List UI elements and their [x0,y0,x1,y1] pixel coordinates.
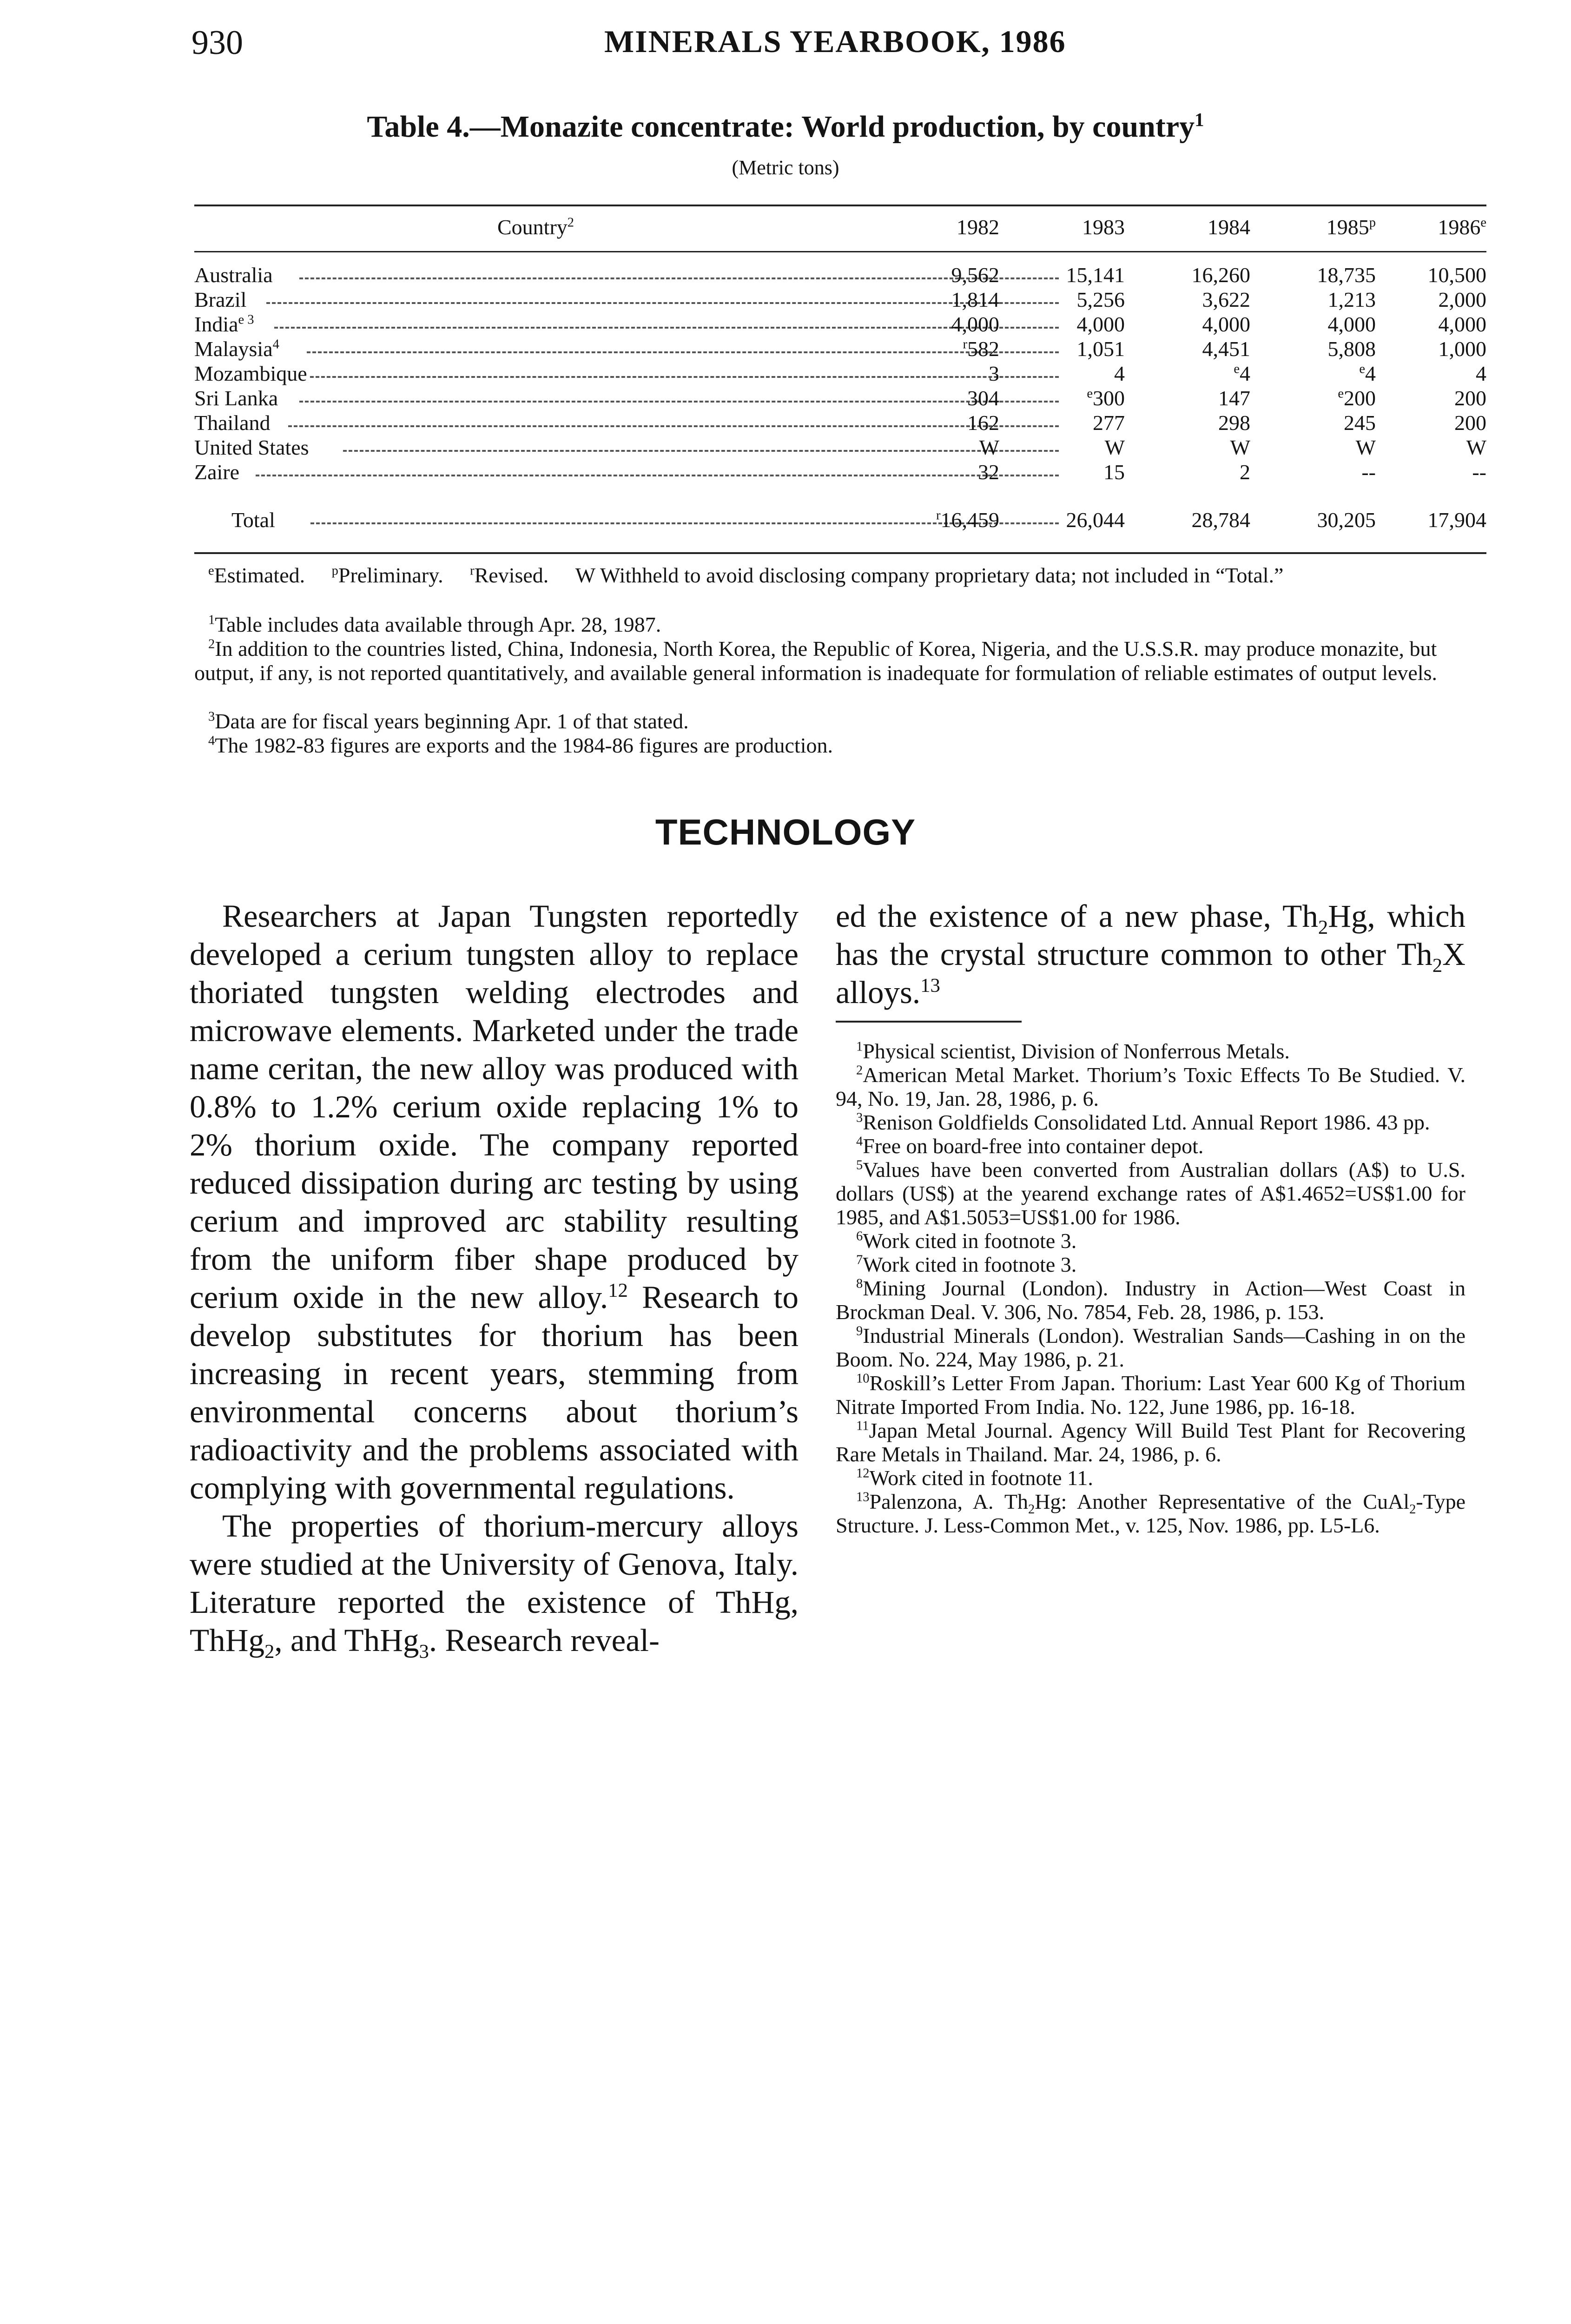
legend-w-text: W Withheld to avoid disclosing company proprietary data; not included in “Total.” [575,563,1284,587]
footnote-5 [836,1158,1465,1229]
footnote-text: Values have been converted from Australian dollars (A$) to U.S. dollars (US$) at the yearend exchange rates of A$1.4652=US$1.00 for 1985, and A$1.5053=US$1.00 for 1986. [836,1158,1465,1229]
footnote-1 [836,1039,1465,1063]
cell-r1-0 [892,287,999,312]
year-header-1986 [1380,215,1486,239]
cell-r4-0 [892,361,999,386]
footnote-mark: 2 [856,1063,863,1078]
cell-value: 3 [989,362,999,385]
footnote-4 [836,1134,1465,1158]
footnotes [836,1039,1465,1537]
cell-value: 4,000 [1076,312,1125,336]
para2-ref: 13 [920,975,940,997]
note-text: Table includes data available through Apr. 28, 1987. [215,613,661,636]
total-row [194,508,1486,533]
note-mark: 2 [208,637,215,652]
footnote-mark: 12 [856,1466,870,1481]
cell-value: 2,000 [1438,288,1486,311]
footnote-2 [836,1063,1465,1110]
note-mark: 1 [208,613,215,627]
body-column-left [190,897,799,1659]
legend-r-mark: r [470,563,475,578]
cell-r0-0 [892,263,999,288]
cell-value: 147 [1218,386,1250,410]
year-header-1982 [892,215,999,239]
footnote-text: Industrial Minerals (London). Westralian Sands—Cashing in on the Boom. No. 224, May 1986, p. 21. [836,1324,1465,1371]
cell-r8-4 [1380,460,1486,485]
para2-sub2: 3 [419,1640,429,1659]
country-text: Malaysia [194,337,273,361]
cell-r4-2 [1143,361,1250,386]
country-name [194,435,309,460]
country-name [194,361,307,386]
footnote-6 [836,1229,1465,1253]
footnote-10 [836,1371,1465,1419]
cell-r1-3 [1269,287,1376,312]
cell-r7-4 [1380,435,1486,460]
year-label: 1986 [1438,215,1481,239]
cell-value: 4 [1114,362,1125,385]
footnote-text-c: -Type Structure. J. Less-Common Met., v. 125, Nov. 1986, pp. L5-L6. [836,1490,1465,1537]
cell-value: 17,904 [1427,508,1486,532]
cell-value: 4 [1476,362,1486,385]
body-paragraph-1 [190,897,799,1507]
cell-value: 26,044 [1066,508,1125,532]
cell-value: 18,735 [1317,263,1376,287]
note-text: The 1982-83 figures are exports and the 1984-86 figures are production. [215,733,833,757]
cell-value: 4 [1240,362,1250,385]
cell-r5-1 [1018,386,1125,411]
footnote-mark: 1 [856,1039,863,1054]
note-text: Data are for fiscal years beginning Apr. 1 of that stated. [215,709,689,733]
para2-text-c-start: . Research reveal- [429,1623,660,1658]
cell-value: 16,459 [940,508,999,532]
country-text: India [194,312,238,336]
cell-r6-1 [1018,410,1125,436]
footnote-mark: 6 [856,1229,863,1244]
cell-value: 28,784 [1191,508,1250,532]
footnote-mark: 11 [856,1419,869,1433]
country-text: Brazil [194,288,247,311]
country-name [194,460,239,485]
footnote-text: Mining Journal (London). Industry in Action—West Coast in Brockman Deal. V. 306, No. 7854, Feb. 28, 1986, p. 153. [836,1276,1465,1324]
para1-text: Researchers at Japan Tungsten reportedly developed a cerium tungsten alloy to replace thoriated tungsten welding electrodes and microwave elements. Marketed under the trade name ceritan, the new alloy was produced with 0.8% to 1.2% cerium oxide replacing 1% to 2% thorium oxide. The company reported reduced dissipation during arc testing by using cerium and improved arc stability resulting from the uniform fiber shape produced by cerium oxide in the new alloy. [190,898,799,1315]
cell-prefix: e [1234,362,1240,376]
cell-value: 15,141 [1066,263,1125,287]
footnote-3 [836,1110,1465,1134]
country-header-text: Country [497,215,568,239]
cell-value: 9,562 [951,263,999,287]
country-text: United States [194,436,309,459]
cell-value: 300 [1093,386,1125,410]
year-label: 1984 [1208,215,1250,239]
footnote-text: Work cited in footnote 11. [869,1466,1093,1490]
section-heading: TECHNOLOGY [655,812,916,852]
footnote-mark: 7 [856,1253,863,1268]
cell-value: 162 [967,411,999,435]
footnote-text-a: Palenzona, A. Th [869,1490,1028,1513]
cell-value: 2 [1240,460,1250,484]
footnote-mark: 10 [856,1371,870,1386]
para2-sub4: 2 [1432,954,1443,977]
cell-r7-0 [892,435,999,460]
cell-r6-4 [1380,410,1486,436]
cell-r7-1 [1018,435,1125,460]
para2-sub1: 2 [264,1640,275,1659]
cell-r3-2 [1143,337,1250,362]
cell-value: -- [1361,460,1376,484]
cell-value: 30,205 [1317,508,1376,532]
country-text: Mozambique [194,362,307,385]
cell-r7-2 [1143,435,1250,460]
cell-r1-2 [1143,287,1250,312]
cell-r1-4 [1380,287,1486,312]
table-note [194,709,1486,733]
cell-value: 4 [1365,362,1376,385]
cell-r5-4 [1380,386,1486,411]
cell-r3-4 [1380,337,1486,362]
cell-value: 4,451 [1202,337,1250,361]
year-header-1983 [1018,215,1125,239]
cell-value: W [1230,436,1250,459]
table-row [194,386,1486,411]
page-number: 930 [191,24,243,62]
table-title-text: Table 4.—Monazite concentrate: World production, by country [367,110,1195,144]
note-text: In addition to the countries listed, China, Indonesia, North Korea, the Republic of Korea, Nigeria, and the U.S.S.R. may produce monazite, but output, if any, is not reported quantitatively, and available general information is inadequate for formulation of reliable estimates of output levels. [194,637,1437,685]
table-row [194,337,1486,362]
cell-value: 5,256 [1076,288,1125,311]
table-row [194,263,1486,288]
footnote-mark: 4 [856,1134,863,1149]
footnote-text: Work cited in footnote 3. [863,1229,1077,1253]
cell-r6-0 [892,410,999,436]
footnote-mark: 8 [856,1276,863,1291]
legend-r-text: Revised. [474,563,549,587]
table-subtitle: (Metric tons) [732,156,839,179]
cell-total-1 [1018,508,1125,533]
cell-value: 277 [1093,411,1125,435]
cell-value: W [1466,436,1486,459]
cell-value: 1,051 [1076,337,1125,361]
cell-value: 200 [1454,386,1486,410]
year-header-1984 [1143,215,1250,239]
footnote-11 [836,1419,1465,1466]
footnote-7 [836,1253,1465,1276]
year-label: 1982 [957,215,999,239]
cell-value: 245 [1344,411,1376,435]
country-text: Australia [194,263,273,287]
year-label: 1985 [1326,215,1369,239]
table-title-footnote-mark: 1 [1195,109,1204,130]
footnote-text: American Metal Market. Thorium’s Toxic Effects To Be Studied. V. 94, No. 19, Jan. 28, 1986, p. 6. [836,1063,1465,1110]
body-paragraph-2-start [190,1507,799,1659]
cell-value: 1,000 [1438,337,1486,361]
footnote-text: Japan Metal Journal. Agency Will Build Test Plant for Recovering Rare Metals in Thailand. Mar. 24, 1986, p. 6. [836,1419,1465,1466]
cell-r2-0 [892,312,999,337]
cell-value: 304 [967,386,999,410]
cell-r0-2 [1143,263,1250,288]
cell-r4-1 [1018,361,1125,386]
cell-prefix: e [1087,386,1093,401]
table-bottom-rule [194,552,1486,554]
footnote-text: Physical scientist, Division of Nonferrous Metals. [863,1039,1290,1063]
country-name [194,386,278,411]
cell-value: 16,260 [1191,263,1250,287]
table-row [194,435,1486,460]
cell-total-2 [1143,508,1250,533]
cell-value: 200 [1454,411,1486,435]
country-sup: e 3 [238,312,254,327]
cell-r3-1 [1018,337,1125,362]
footnote-text: Free on board-free into container depot. [863,1134,1204,1158]
cell-total-3 [1269,508,1376,533]
footnote-rule [836,1021,1022,1023]
footnote-text: Renison Goldfields Consolidated Ltd. Annual Report 1986. 43 pp. [863,1110,1430,1134]
cell-r4-3 [1269,361,1376,386]
cell-prefix: r [936,508,941,523]
cell-r5-2 [1143,386,1250,411]
year-header-1985 [1269,215,1376,239]
table-row [194,410,1486,436]
cell-r3-0 [892,337,999,362]
footnote-text-b: Hg: Another Representative of the CuAl [1035,1490,1410,1513]
para2-text-a: The properties of thorium-mercury alloys were studied at the University of Genova, Italy. Literature reported the existence of ThHg, ThHg [190,1508,799,1658]
cell-r0-4 [1380,263,1486,288]
cell-r7-3 [1269,435,1376,460]
table-row [194,361,1486,386]
footnote-text: Roskill’s Letter From Japan. Thorium: Last Year 600 Kg of Thorium Nitrate Imported From India. No. 122, June 1986, pp. 16-18. [836,1371,1465,1419]
table-note [194,733,1486,758]
cell-value: 3,622 [1202,288,1250,311]
cell-r8-2 [1143,460,1250,485]
legend-e-mark: e [208,563,214,578]
country-text: Zaire [194,460,240,484]
footnote-13 [836,1490,1465,1537]
country-sup: 4 [272,337,279,352]
cell-r6-3 [1269,410,1376,436]
country-name [194,337,279,362]
cell-value: 4,000 [1438,312,1486,336]
table-header-rule [194,251,1486,252]
cell-r6-2 [1143,410,1250,436]
cell-value: 200 [1344,386,1376,410]
cell-prefix: e [1338,386,1344,401]
cell-r0-1 [1018,263,1125,288]
para2-sub3: 2 [1318,916,1328,938]
table-note [194,613,1486,637]
footnote-mark: 5 [856,1158,863,1173]
para2-text-d: Hg, which has the crystal structure common to other Th [836,898,1465,972]
footnote-mark: 9 [856,1324,863,1339]
cell-value: W [1355,436,1376,459]
table-title [0,109,1571,145]
cell-value: 582 [967,337,999,361]
year-sup: e [1480,215,1486,230]
country-header-sup: 2 [567,215,574,230]
cell-value: 32 [978,460,999,484]
country-name [194,410,271,436]
year-sup: p [1369,215,1376,230]
country-name [194,263,273,288]
total-label: Total [231,508,275,532]
footnote-12 [836,1466,1465,1490]
footnote-9 [836,1324,1465,1371]
para1-ref: 12 [608,1280,628,1301]
country-name [194,312,254,337]
table-row [194,460,1486,485]
cell-prefix: r [963,337,967,352]
footnote-mark: 3 [856,1110,863,1125]
cell-value: 5,808 [1327,337,1376,361]
cell-value: 1,814 [951,288,999,311]
footnote-sub: 2 [1409,1502,1416,1517]
year-label: 1983 [1082,215,1125,239]
para2-text-c-end: ed the existence of a new phase, Th [836,898,1318,934]
footnote-sub: 2 [1028,1502,1035,1517]
cell-value: 10,500 [1427,263,1486,287]
running-title: MINERALS YEARBOOK, 1986 [604,24,1066,59]
footnote-mark: 13 [856,1490,870,1505]
footnote-8 [836,1276,1465,1324]
cell-value: W [1104,436,1125,459]
cell-value: 1,213 [1327,288,1376,311]
cell-r3-3 [1269,337,1376,362]
cell-r2-4 [1380,312,1486,337]
note-mark: 3 [208,709,215,724]
cell-r1-1 [1018,287,1125,312]
cell-total-4 [1380,508,1486,533]
note-mark: 4 [208,733,215,748]
cell-r8-3 [1269,460,1376,485]
legend-p-text: Preliminary. [338,563,443,587]
cell-r2-3 [1269,312,1376,337]
cell-prefix: e [1359,362,1365,376]
cell-r2-1 [1018,312,1125,337]
cell-r4-4 [1380,361,1486,386]
table-top-rule [194,205,1486,206]
country-text: Sri Lanka [194,386,278,410]
para1-cont: Research to develop substitutes for thorium has been increasing in recent years, stemming from environmental concerns about thorium’s radioactivity and the problems associated with complying with governmental regulations. [190,1280,799,1505]
cell-total-0 [892,508,999,533]
cell-r0-3 [1269,263,1376,288]
cell-r5-3 [1269,386,1376,411]
body-column-right [836,897,1465,1011]
table-note [194,637,1486,685]
cell-value: -- [1472,460,1486,484]
cell-value: 298 [1218,411,1250,435]
footnote-text: Work cited in footnote 3. [863,1253,1077,1276]
legend-p-mark: p [331,563,338,578]
body-paragraph-2-cont [836,897,1465,1011]
cell-r2-2 [1143,312,1250,337]
para2-text-b: , and ThHg [274,1623,419,1658]
cell-r8-0 [892,460,999,485]
cell-value: 4,000 [951,312,999,336]
para2-text-e: X alloys. [836,937,1465,1010]
cell-r5-0 [892,386,999,411]
country-name [194,287,246,312]
cell-value: 4,000 [1202,312,1250,336]
cell-r8-1 [1018,460,1125,485]
country-text: Thailand [194,411,271,435]
cell-value: W [979,436,999,459]
legend-e-text: Estimated. [214,563,305,587]
table-row [194,287,1486,312]
table-legend [194,563,1486,588]
cell-value: 15 [1103,460,1125,484]
table-row [194,312,1486,337]
cell-value: 4,000 [1327,312,1376,336]
country-column-header [497,215,574,239]
